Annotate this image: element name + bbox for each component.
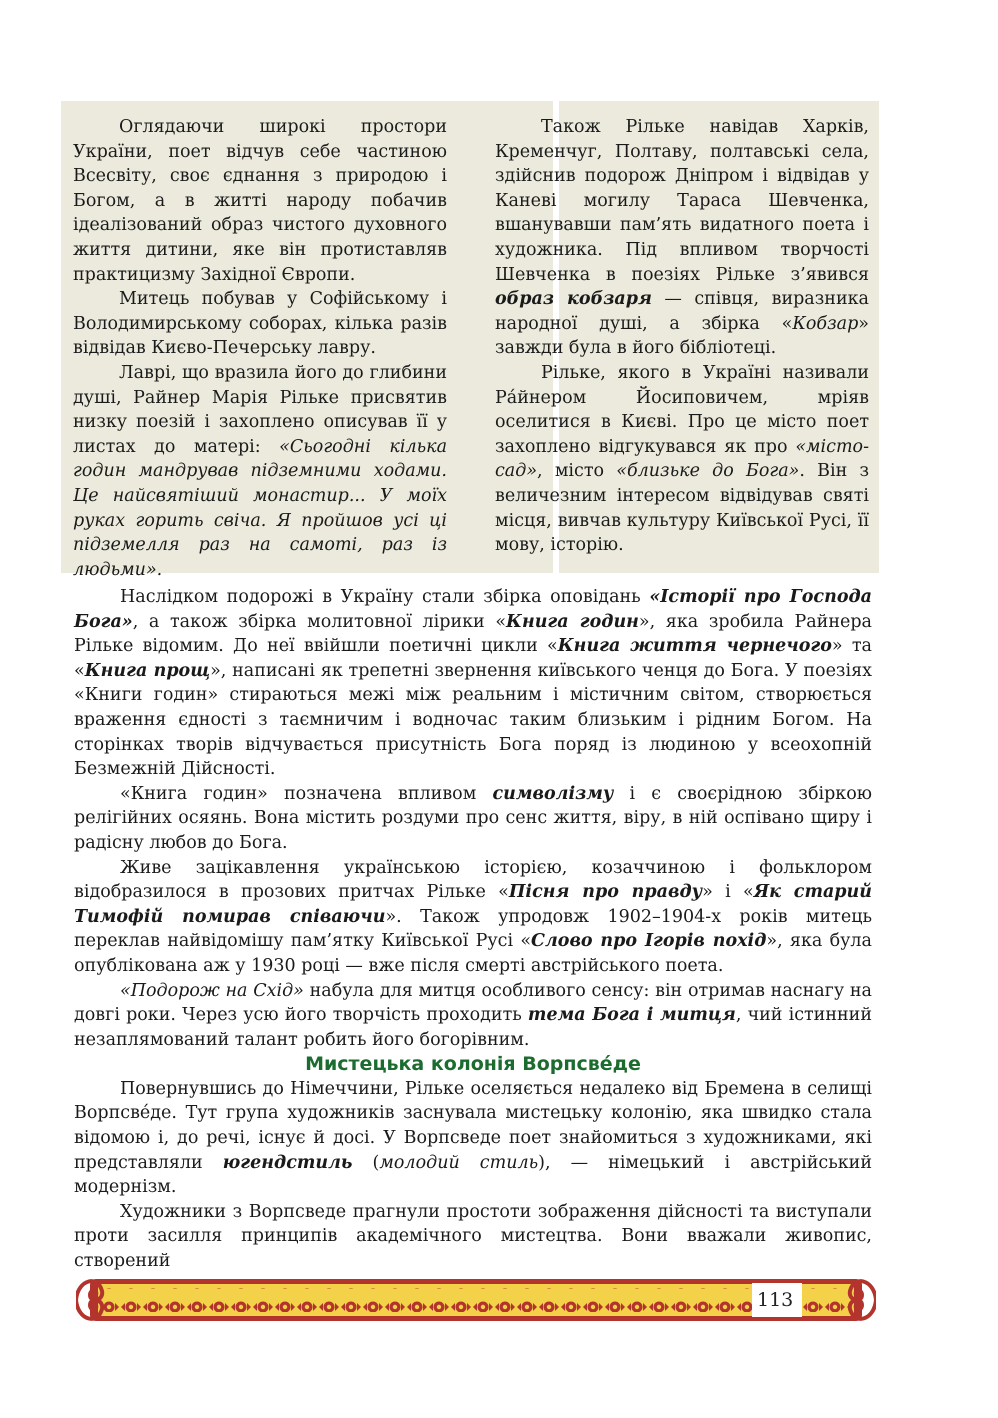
text-run: » і « xyxy=(702,882,754,903)
text-run: Живе зацікавлення українською історією, козаччиною і фольклором відобразилося в прозових притчах Рільке « xyxy=(74,857,872,903)
letter-quote: «Сьогодні кілька годин мандрував підземними ходами. Це найсвятіший монастир... У моїх руках горить свіча. Я пройшов усі ці підземелля раз на самоті, раз із людьми». xyxy=(73,436,448,580)
main-text xyxy=(74,585,872,1274)
text-run: , чий істинний незаплямований талант робить його богорівним. xyxy=(74,1005,873,1050)
main-paragraph-6: Художники з Ворпсведе прагнули простоти зображення дійсності та виступали проти засилля принципів академічного мистецтва. Вони вважали живопис, створений xyxy=(74,1201,872,1272)
left-scroll xyxy=(76,1281,102,1319)
right-scroll xyxy=(850,1281,876,1319)
sidebar-box xyxy=(61,101,879,580)
quote: «місто-сад» xyxy=(495,436,869,482)
ornament-border xyxy=(76,1271,876,1329)
book-title: «Подорож на Схід» xyxy=(120,980,304,1001)
right-paragraph-1 xyxy=(495,115,869,361)
term-italic: молодий стиль xyxy=(379,1152,539,1173)
text-run: », написані як трепетні звернення київського ченця до Бога. У поезіях «Книги годин» стираються межі між реальним і містичним світом, створюється враження єдності з таємничим і водночас таким близьким і рідним Богом. На сторінках творів відчувається присутність Бога поряд із людиною у всеохопній Безмежній Дійсності. xyxy=(74,660,872,780)
text-run: «Книга годин» позначена впливом xyxy=(120,783,493,804)
ornament-pattern xyxy=(102,1288,850,1312)
text-run: — співця, виразника народної душі, а збірка « xyxy=(495,289,869,334)
book-title: Книга годин xyxy=(506,611,639,632)
main-paragraph-1 xyxy=(74,585,872,782)
main-paragraph-3 xyxy=(74,856,872,979)
text-run: , а також збірка молитовної лірики « xyxy=(132,611,507,632)
quote: «близьке до Бога» xyxy=(616,461,800,482)
text-run: ), — німецький і австрійський модернізм. xyxy=(74,1152,872,1198)
term-emphasis: югендстиль xyxy=(222,1152,353,1173)
text-run: ». Також упродовж 1902–1904-х років митець переклав найвідомішу пам’ятку Київської Русі « xyxy=(74,906,873,952)
right-paragraph-2 xyxy=(495,361,869,558)
left-paragraph-3 xyxy=(73,361,447,582)
section-heading: Мистецька колонія Ворпсве́де xyxy=(305,1053,641,1076)
text-run: Повернувшись до Німеччини, Рільке оселяється недалеко від Бремена в селищі Ворпсве́де. Тут група художників заснувала мистецьку колонію, яка швидко стала відомою і, до речі, існує й досі. У Ворпсведе поет знайомиться з художниками, які представляли xyxy=(74,1078,872,1173)
text-run: Наслідком подорожі в Україну стали збірка оповідань xyxy=(120,587,650,607)
term-emphasis: тема Бога і митця xyxy=(527,1005,736,1026)
main-paragraph-4 xyxy=(74,979,872,1053)
right-column xyxy=(495,115,869,558)
text-run: , місто xyxy=(537,461,617,482)
text-run: . Він з величезним інтересом відвідував святі місця, вивчав культуру Київської Русі, її мову, історію. xyxy=(495,461,869,556)
text-run: набула для митця особливого сенсу: він отримав наснагу на довгі роки. Через усю його творчість проходить xyxy=(74,980,872,1026)
book-title: Книга прощ xyxy=(84,660,211,681)
term-emphasis: образ кобзаря xyxy=(495,289,652,310)
text-run: » завжди була в його бібліотеці. xyxy=(495,313,869,359)
text-run: Також Рільке навідав Харків, Кременчуг, Полтаву, полтавські села, здійснив подорож Дніпром і відвідав у Каневі могилу Тараса Шевченка, вшанувавши пам’ять видатного поета і художника. Під впливом творчості Шевченка в поезіях Рільке з’явився xyxy=(495,117,869,285)
book-title: Слово про Ігорів похід xyxy=(531,931,767,952)
left-paragraph-2: Митець побував у Софійському і Володимирському соборах, кілька разів відвідав Києво-Печерську лавру. xyxy=(73,289,447,359)
book-title: Кобзар xyxy=(792,313,859,334)
text-run: і є своєрідною збіркою релігійних осяянь. Вона містить роздуми про сенс життя, віру, в ній оспівано щиру і радісну любов до Бога. xyxy=(74,783,872,853)
left-column xyxy=(73,115,447,582)
main-paragraph-2 xyxy=(74,782,872,856)
main-paragraph-5 xyxy=(74,1077,872,1200)
book-title: Пісня про правду xyxy=(508,882,703,903)
text-run: ( xyxy=(352,1152,380,1173)
text-run: », яка зробила Райнера Рільке відомим. До неї ввійшли поетичні цикли « xyxy=(74,611,872,657)
left-paragraph-1: Оглядаючи широкі простори України, поет відчув себе частиною Всесвіту, своє єднання з природою і Богом, а в житті народу побачив ідеалізований образ чистого духовного життя дитини, яке він протиставляв практицизму Західної Європи. xyxy=(73,117,447,285)
text-run: » та « xyxy=(74,636,872,681)
book-title: Книга життя чернечого xyxy=(557,636,832,657)
page-number: 113 xyxy=(757,1289,794,1311)
text-run: Лаврі, що вразила його до глибини душі, Райнер Марія Рільке присвятив низку поезій і захоплено описував її у листах до матері: xyxy=(73,362,447,457)
book-title: «Історії про Господа Бога» xyxy=(74,587,872,632)
text-run: Рільке, якого в Україні називали Ра́йнером Йосиповичем, мріяв оселитися в Києві. Про це місто поет захоплено відгукувався як про xyxy=(495,362,869,457)
term-emphasis: символізму xyxy=(492,783,614,804)
text-run: », яка була опублікована аж у 1930 році — вже після смерті австрійського поета. xyxy=(74,931,872,976)
book-title: Як старий Тимофій помирав співаючи xyxy=(74,882,872,927)
